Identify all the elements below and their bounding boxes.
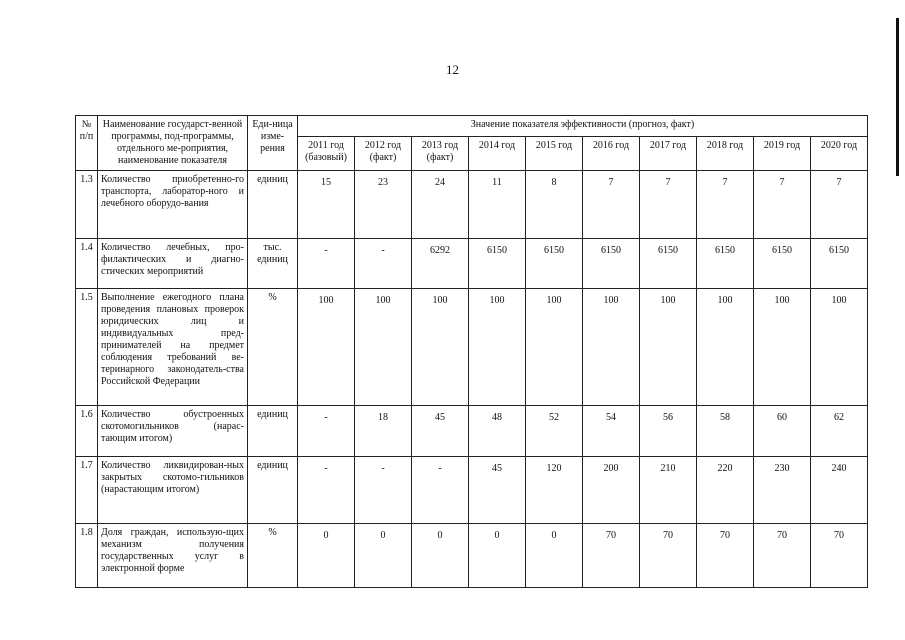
- header-row-group: [76, 116, 868, 137]
- table-row: [76, 171, 868, 239]
- row-num: 1.6: [76, 406, 98, 457]
- row-value: -: [355, 239, 412, 289]
- row-value: 0: [355, 524, 412, 588]
- row-unit: %: [248, 289, 298, 406]
- indicators-table: [75, 115, 868, 588]
- row-value: 7: [754, 171, 811, 239]
- row-value: 240: [811, 457, 868, 524]
- row-value: 11: [469, 171, 526, 239]
- row-value: 0: [469, 524, 526, 588]
- row-name: Количество приобретенно-го транспорта, лаборатор-ного и лечебного оборудо-вания: [98, 171, 248, 239]
- row-value: 6150: [469, 239, 526, 289]
- row-num: 1.4: [76, 239, 98, 289]
- row-value: 6150: [583, 239, 640, 289]
- row-value: 7: [640, 171, 697, 239]
- row-value: 200: [583, 457, 640, 524]
- row-value: 70: [583, 524, 640, 588]
- row-value: -: [298, 239, 355, 289]
- row-value: 6150: [697, 239, 754, 289]
- row-value: 70: [640, 524, 697, 588]
- row-name: Количество ликвидирован-ных закрытых скотомо-гильников (нарастающим итогом): [98, 457, 248, 524]
- page-number: 12: [446, 62, 459, 77]
- row-value: 100: [526, 289, 583, 406]
- row-name: Количество лечебных, про-филактических и диагно-стических мероприятий: [98, 239, 248, 289]
- row-unit: %: [248, 524, 298, 588]
- row-num: 1.3: [76, 171, 98, 239]
- row-value: 100: [640, 289, 697, 406]
- row-value: -: [298, 457, 355, 524]
- row-value: 100: [811, 289, 868, 406]
- row-value: 100: [697, 289, 754, 406]
- row-value: 7: [583, 171, 640, 239]
- row-value: 100: [754, 289, 811, 406]
- header-year: 2012 год (факт): [355, 136, 412, 170]
- row-value: 100: [469, 289, 526, 406]
- row-value: 7: [697, 171, 754, 239]
- row-num: 1.7: [76, 457, 98, 524]
- row-value: 18: [355, 406, 412, 457]
- row-value: 7: [811, 171, 868, 239]
- row-unit: тыс. единиц: [248, 239, 298, 289]
- row-value: 54: [583, 406, 640, 457]
- row-value: -: [355, 457, 412, 524]
- scan-edge-line: [896, 18, 899, 176]
- row-value: 6150: [640, 239, 697, 289]
- row-value: 6292: [412, 239, 469, 289]
- header-year: 2014 год: [469, 136, 526, 170]
- row-name: Выполнение ежегодного плана проведения плановых проверок юридических лиц и индивидуальных пред-принимателей на предмет соблюдения требований ве-теринарного законодатель-ства Российской Федерации: [98, 289, 248, 406]
- header-num: № п/п: [76, 116, 98, 171]
- row-value: 8: [526, 171, 583, 239]
- row-value: 220: [697, 457, 754, 524]
- header-year: 2020 год: [811, 136, 868, 170]
- row-value: 120: [526, 457, 583, 524]
- row-value: 6150: [811, 239, 868, 289]
- table-row: [76, 239, 868, 289]
- row-value: 45: [469, 457, 526, 524]
- row-value: 52: [526, 406, 583, 457]
- row-value: 56: [640, 406, 697, 457]
- row-value: 100: [412, 289, 469, 406]
- header-year: 2017 год: [640, 136, 697, 170]
- row-value: -: [298, 406, 355, 457]
- row-unit: единиц: [248, 171, 298, 239]
- header-year: 2016 год: [583, 136, 640, 170]
- table-row: [76, 524, 868, 588]
- table-row: [76, 406, 868, 457]
- row-value: 23: [355, 171, 412, 239]
- row-name: Доля граждан, использую-щих механизм получения государственных услуг в электронной форме: [98, 524, 248, 588]
- row-value: 100: [355, 289, 412, 406]
- row-value: 210: [640, 457, 697, 524]
- row-value: 60: [754, 406, 811, 457]
- row-num: 1.8: [76, 524, 98, 588]
- table-row: [76, 289, 868, 406]
- row-value: 6150: [526, 239, 583, 289]
- row-value: 70: [754, 524, 811, 588]
- row-value: 0: [298, 524, 355, 588]
- header-year: 2015 год: [526, 136, 583, 170]
- table-row: [76, 457, 868, 524]
- row-value: 6150: [754, 239, 811, 289]
- row-value: 58: [697, 406, 754, 457]
- header-year: 2019 год: [754, 136, 811, 170]
- row-value: 24: [412, 171, 469, 239]
- row-value: 230: [754, 457, 811, 524]
- row-value: 0: [526, 524, 583, 588]
- header-name: Наименование государст-венной программы, под-программы, отдельного ме-роприятия, наименование показателя: [98, 116, 248, 171]
- row-value: 100: [583, 289, 640, 406]
- row-num: 1.5: [76, 289, 98, 406]
- header-year: 2011 год (базовый): [298, 136, 355, 170]
- row-unit: единиц: [248, 406, 298, 457]
- row-unit: единиц: [248, 457, 298, 524]
- row-value: 62: [811, 406, 868, 457]
- row-value: 15: [298, 171, 355, 239]
- row-value: 45: [412, 406, 469, 457]
- row-value: 70: [697, 524, 754, 588]
- row-name: Количество обустроенных скотомогильников (нарас-тающим итогом): [98, 406, 248, 457]
- row-value: 70: [811, 524, 868, 588]
- header-values-group: Значение показателя эффективности (прогноз, факт): [298, 116, 868, 137]
- row-value: 48: [469, 406, 526, 457]
- header-year: 2018 год: [697, 136, 754, 170]
- row-value: -: [412, 457, 469, 524]
- header-year: 2013 год (факт): [412, 136, 469, 170]
- row-value: 100: [298, 289, 355, 406]
- row-value: 0: [412, 524, 469, 588]
- header-unit: Еди-ница изме-рения: [248, 116, 298, 171]
